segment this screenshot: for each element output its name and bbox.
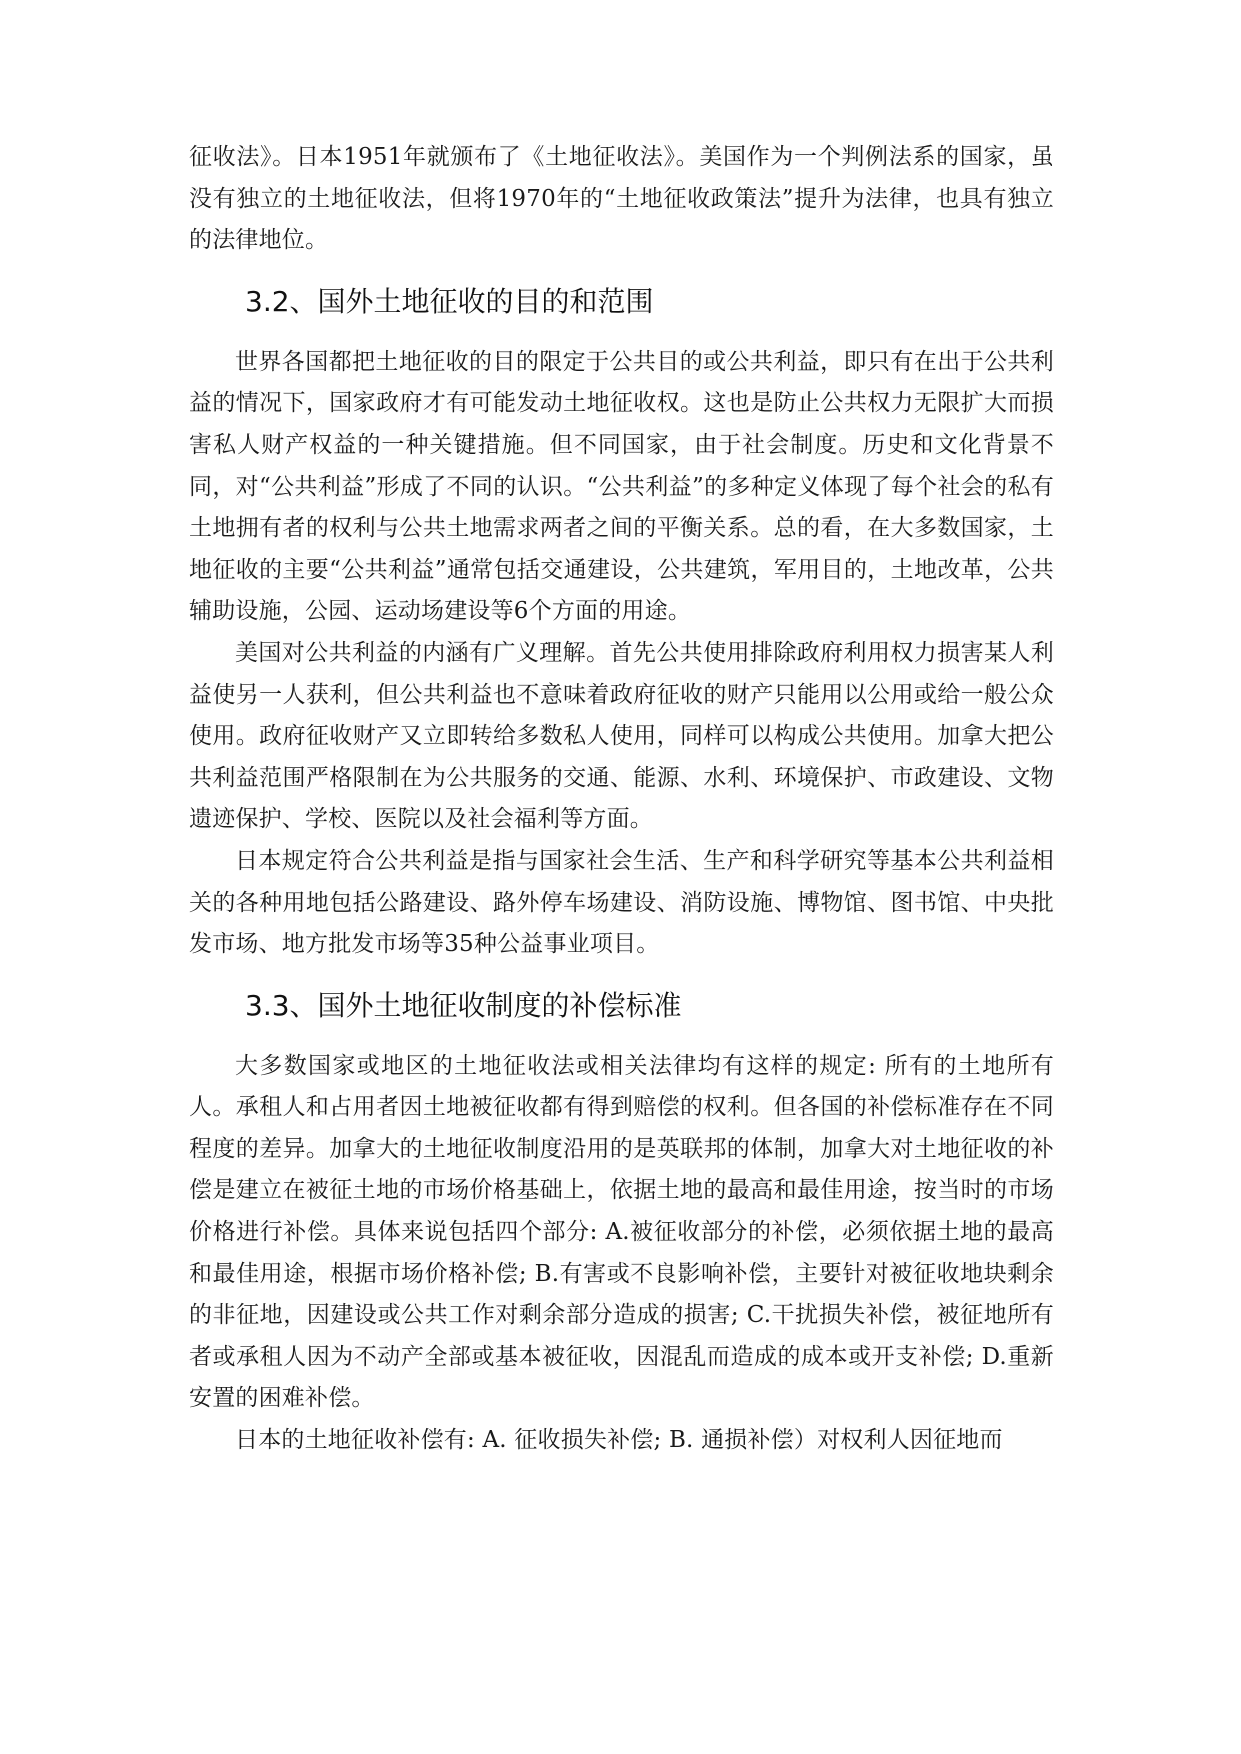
paragraph-japan-compensation: 日本的土地征收补偿有: A. 征收损失补偿; B. 通损补偿）对权利人因征地而 <box>235 1427 1003 1454</box>
paragraph-japan-scope: 日本规定符合公共利益是指与国家社会生活、生产和科学研究等基本公共利益相关的各种用地包括公路建设、路外停车场建设、消防设施、博物馆、图书馆、中央批发市场、地方批发市场等35种公益事业项目。 <box>189 847 1054 958</box>
paragraph-public-purpose: 世界各国都把土地征收的目的限定于公共目的或公共利益，即只有在出于公共利益的情况下，国家政府才有可能发动土地征收权。这也是防止公共权力无限扩大而损害私人财产权益的一种关键措施。但不同国家，由于社会制度。历史和文化背景不同，对“公共利益”形成了不同的认识。“公共利益”的多种定义体现了每个社会的私有土地拥有者的权利与公共土地需求两者之间的平衡关系。总的看，在大多数国家，土地征收的主要“公共利益”通常包括交通建设，公共建筑，军用目的，土地改革，公共辅助设施，公园、运动场建设等6个方面的用途。 <box>189 348 1054 625</box>
section-heading-3-3: 3.3、国外土地征收制度的补偿标准 <box>245 988 682 1022</box>
document-page <box>189 137 1054 1462</box>
paragraph-continuation: 征收法》。日本1951年就颁布了《土地征收法》。美国作为一个判例法系的国家，虽没有独立的土地征收法，但将1970年的“土地征收政策法”提升为法律，也具有独立的法律地位。 <box>189 144 1054 254</box>
paragraph-compensation: 大多数国家或地区的土地征收法或相关法律均有这样的规定: 所有的土地所有人。承租人和占用者因土地被征收都有得到赔偿的权利。但各国的补偿标准存在不同程度的差异。加拿大的土地征收制度沿用的是英联邦的体制，加拿大对土地征收的补偿是建立在被征土地的市场价格基础上，依据土地的最高和最佳用途，按当时的市场价格进行补偿。具体来说包括四个部分: A.被征收部分的补偿，必须依据土地的最高和最佳用途，根据市场价格补偿; B.有害或不良影响补偿，主要针对被征收地块剩余的非征地，因建设或公共工作对剩余部分造成的损害; C.干扰损失补偿，被征地所有者或承租人因为不动产全部或基本被征收，因混乱而造成的成本或开支补偿; D.重新安置的困难补偿。 <box>189 1052 1054 1412</box>
paragraph-us-canada: 美国对公共利益的内涵有广义理解。首先公共使用排除政府利用权力损害某人利益使另一人获利，但公共利益也不意味着政府征收的财产只能用以公用或给一般公众使用。政府征收财产又立即转给多数私人使用，同样可以构成公共使用。加拿大把公共利益范围严格限制在为公共服务的交通、能源、水利、环境保护、市政建设、文物遗迹保护、学校、医院以及社会福利等方面。 <box>189 639 1054 833</box>
section-heading-3-2: 3.2、国外土地征收的目的和范围 <box>245 284 654 318</box>
